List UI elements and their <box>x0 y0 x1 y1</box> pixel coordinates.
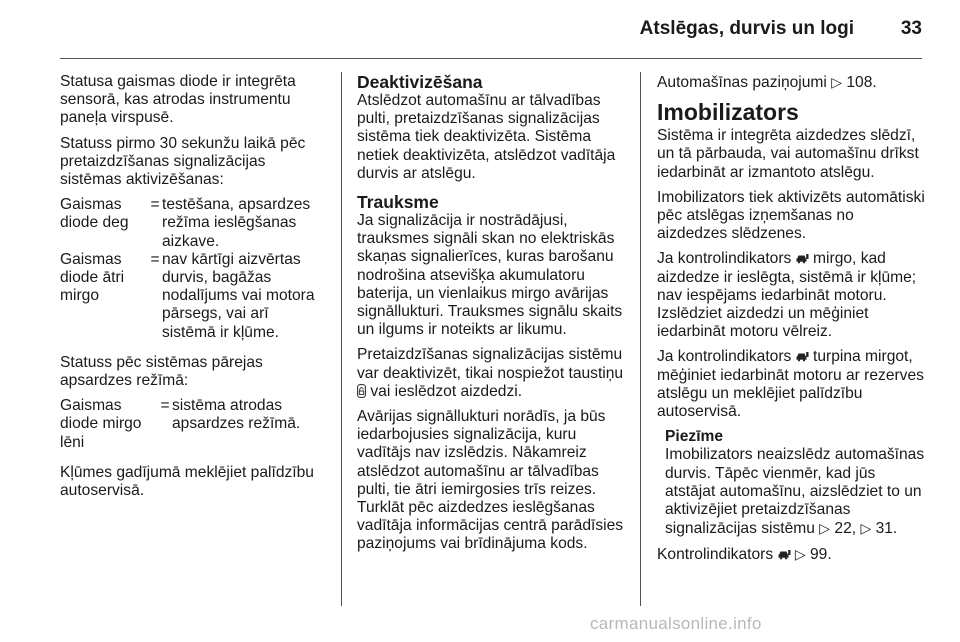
description: testēšana, apsardzes režīma ieslēgšanas aizkave. <box>162 196 311 250</box>
page-reference[interactable]: 22, <box>834 520 857 538</box>
paragraph <box>657 73 925 92</box>
equals: = <box>150 250 160 268</box>
table-row <box>60 196 322 251</box>
note-text <box>665 446 925 538</box>
column-divider-1 <box>341 72 342 606</box>
description: sistēma atrodas apsardzes režīmā. <box>172 397 301 433</box>
reference-triangle-icon: ▷ <box>831 74 843 90</box>
immobilizer-car-icon <box>796 251 809 262</box>
paragraph: Statuss pirmo 30 sekunžu laikā pēc pretaizdzīšanas signalizācijas sistēmas aktivizēšanas: <box>60 134 306 189</box>
section-heading: Deaktivizēšana <box>357 72 483 92</box>
page-reference[interactable]: 31. <box>875 520 898 538</box>
paragraph: Statusa gaismas diode ir integrēta sensorā, kas atrodas instrumentu paneļa virspusē. <box>60 73 296 127</box>
page-reference[interactable]: 108. <box>846 74 877 91</box>
text: mirgo, kad aizdedze ir ieslēgta, sistēmā ir kļūme; nav iespējams iedarbināt motoru. Izslēdziet aizdedzi un mēģiniet iedarbināt motoru vēlreiz. <box>657 250 917 341</box>
status-table-1 <box>60 196 322 342</box>
reference-triangle-icon: ▷ <box>794 546 806 563</box>
watermark: carmanualsonline.info <box>590 614 762 633</box>
column-3 <box>657 73 925 572</box>
text: Ja kontrolindikators <box>657 348 792 366</box>
page-reference[interactable]: 99. <box>809 546 832 564</box>
paragraph: Avārijas signāllukturi norādīs, ja būs iedarbojusies signalizācija, kuru vadītājs nav izslēdzis. Nākamreiz atslēdzot automašīnu ar tālvadības pulti, tie ātri iemirgosies trīs reizes. Turklāt pēc aizdedzes ieslēgšanas vadītāja informācijas centrā parādīsies paziņojums vai brīdinājuma kods. <box>357 408 624 553</box>
description: nav kārtīgi aizvērtas durvis, bagāžas nodalījums vai motora pārsegs, vai arī sistēmā ir kļūme. <box>162 250 315 341</box>
text: vai ieslēdzot aizdedzi. <box>370 382 523 400</box>
paragraph <box>657 348 925 421</box>
paragraph: Ja signalizācija ir nostrādājusi, trauksmes signāli skan no elektriskās skaņas signalierīces, kuras barošanu nodrošina atsevišķa akumulatoru baterija, un vienlaikus mirgo avārijas signāllukturi. Trauksmes signālu skaits un ilgums ir noteikts ar likumu. <box>357 212 623 339</box>
text: Kontrolindikators <box>657 546 774 564</box>
term: Gaismas diode mirgo lēni <box>60 397 142 451</box>
column-divider-2 <box>640 72 641 606</box>
text: turpina mirgot, mēģiniet iedarbināt motoru ar rezerves atslēgu un meklējiet palīdzību autoservisā. <box>657 348 924 421</box>
header-rule <box>60 58 922 59</box>
paragraph <box>357 346 625 401</box>
table-row <box>60 251 322 342</box>
status-table-2 <box>60 397 322 452</box>
reference-triangle-icon: ▷ <box>860 520 872 537</box>
section-heading: Trauksme <box>357 192 439 213</box>
unlock-button-icon <box>357 384 366 398</box>
column-1 <box>60 73 322 507</box>
paragraph: Imobilizators tiek aktivizēts automātiski pēc atslēgas izņemšanas no aizdedzes slēdzenes. <box>657 188 925 243</box>
immobilizer-car-icon <box>796 349 809 360</box>
text: Pretaizdzīšanas signalizācijas sistēmu var deaktivizēt, tikai nospiežot taustiņu <box>357 346 624 382</box>
equals: = <box>160 397 170 415</box>
paragraph <box>657 250 925 341</box>
text: Imobilizators neaizslēdz automašīnas durvis. Tāpēc vienmēr, kad jūs atstājat automašīnu, aizslēdziet to un aktivizējiet pretaizdzīšanas signalizācijas sistēmu <box>665 446 925 538</box>
table-row <box>60 397 322 452</box>
immobilizer-car-icon <box>778 547 791 558</box>
note-title: Piezīme <box>665 428 724 446</box>
term: Gaismas diode deg <box>60 196 129 232</box>
page-title: Atslēgas, durvis un logi <box>639 18 854 39</box>
text: Automašīnas paziņojumi <box>657 74 827 91</box>
section-heading: Imobilizators <box>657 99 799 126</box>
paragraph: Kļūmes gadījumā meklējiet palīdzību autoservisā. <box>60 463 314 500</box>
paragraph: Statuss pēc sistēmas pārejas apsardzes režīmā: <box>60 353 263 390</box>
equals: = <box>150 196 160 214</box>
column-2 <box>357 73 625 561</box>
paragraph: Atslēdzot automašīnu ar tālvadības pulti, pretaizdzīšanas signalizācijas sistēma tiek deaktivizēta. Sistēma netiek deaktivizēta, atslēdzot vadītāja durvis ar atslēgu. <box>357 92 616 182</box>
page-number: 33 <box>900 18 922 39</box>
note-box <box>665 428 925 538</box>
text: Ja kontrolindikators <box>657 250 792 268</box>
reference-triangle-icon: ▷ <box>819 520 831 537</box>
paragraph <box>657 545 925 564</box>
paragraph: Sistēma ir integrēta aizdedzes slēdzī, un tā pārbauda, vai automašīnu drīkst iedarbināt ar izmantoto atslēgu. <box>657 127 919 181</box>
term: Gaismas diode ātri mirgo <box>60 250 125 305</box>
